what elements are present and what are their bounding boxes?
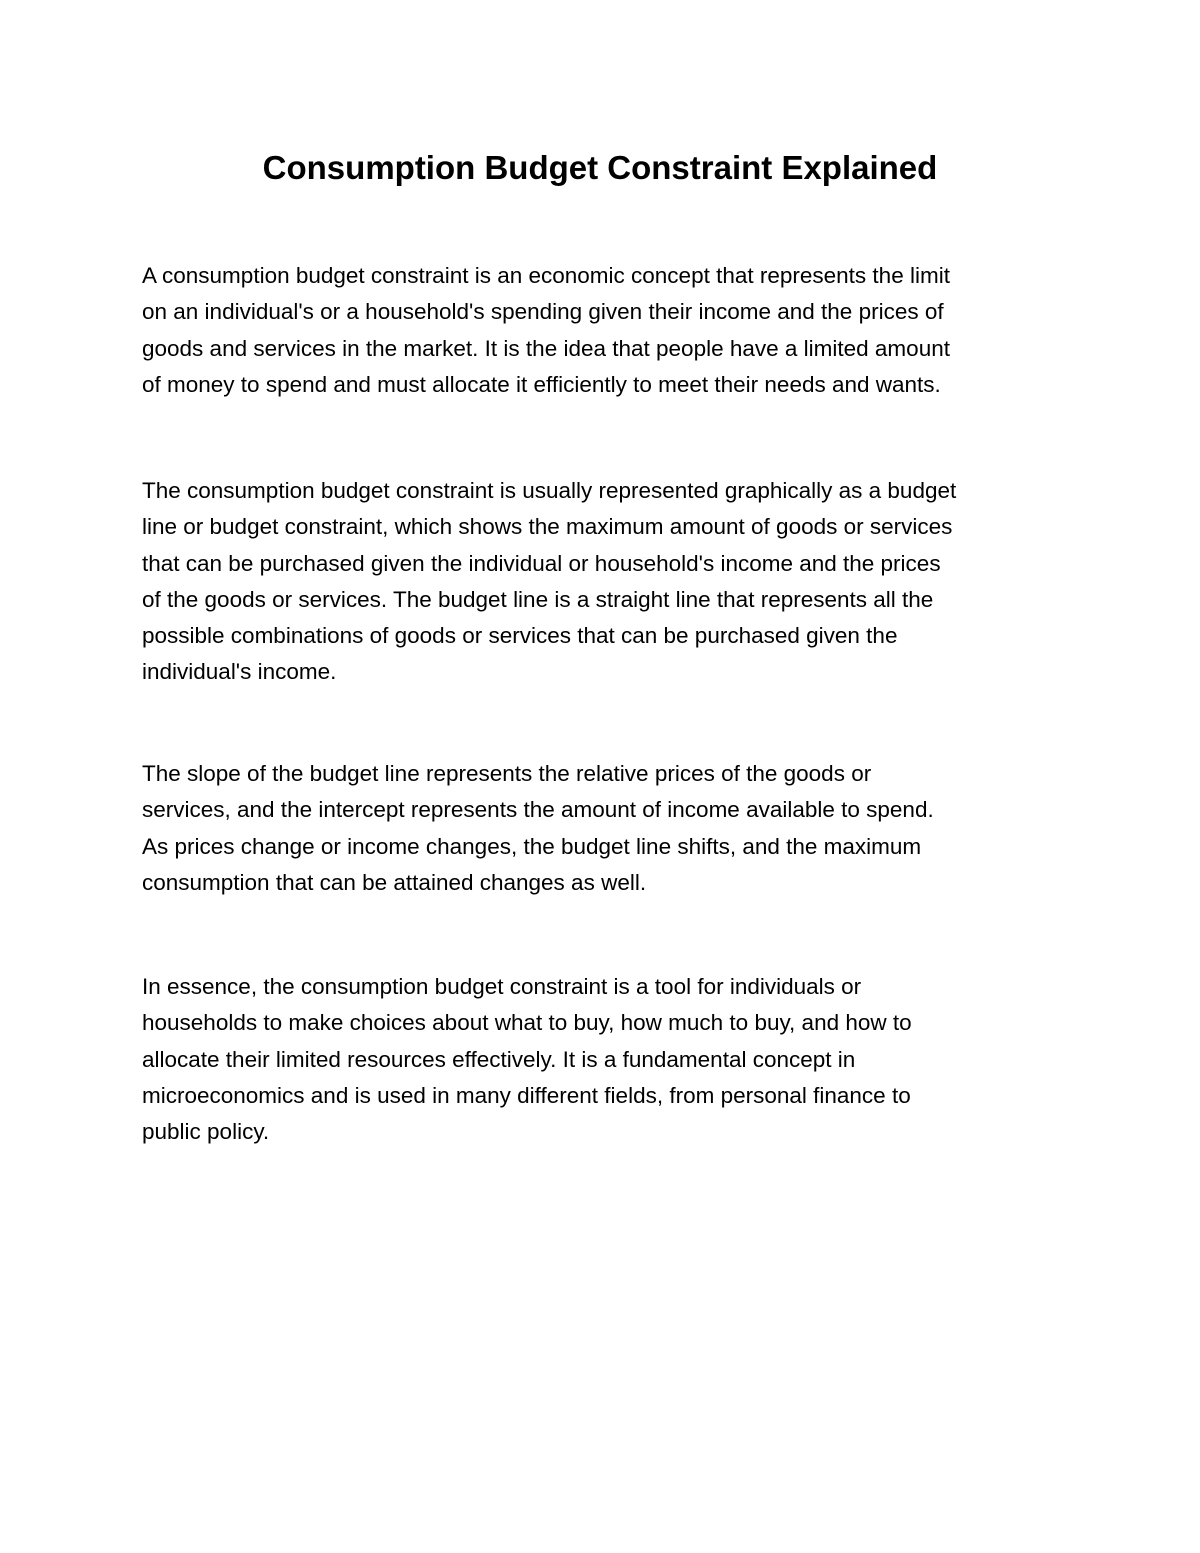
paragraph-line: consumption that can be attained changes as well. [142,869,647,895]
paragraph-line: line or budget constraint, which shows the maximum amount of goods or services [142,514,953,540]
paragraph-budget-line [142,473,1072,691]
paragraph-line: The consumption budget constraint is usually represented graphically as a budget [142,478,957,503]
paragraph-line: that can be purchased given the individual or household's income and the prices [142,550,941,576]
paragraph-line: The slope of the budget line represents the relative prices of the goods or [142,761,872,786]
paragraph-line: As prices change or income changes, the budget line shifts, and the maximum [142,833,922,859]
document-title: Consumption Budget Constraint Explained [262,149,938,186]
paragraph-slope [142,756,1072,901]
paragraph-definition [142,258,1072,403]
paragraph-line: on an individual's or a household's spending given their income and the prices of [142,299,944,325]
paragraph-line: goods and services in the market. It is the idea that people have a limited amount [142,335,950,361]
paragraph-line: microeconomics and is used in many different fields, from personal finance to [142,1082,911,1108]
paragraph-line: In essence, the consumption budget constraint is a tool for individuals or [142,974,862,999]
paragraph-line: households to make choices about what to buy, how much to buy, and how to [142,1010,912,1036]
paragraph-line: services, and the intercept represents the amount of income available to spend. [142,797,934,823]
paragraph-line: allocate their limited resources effectively. It is a fundamental concept in [142,1046,856,1072]
paragraph-line: A consumption budget constraint is an economic concept that represents the limit [142,263,950,288]
paragraph-line: of the goods or services. The budget line is a straight line that represents all the [142,586,934,612]
paragraph-line: individual's income. [142,659,337,685]
paragraph-line: public policy. [142,1119,270,1145]
paragraph-line: of money to spend and must allocate it efficiently to meet their needs and wants. [142,371,941,397]
paragraph-line: possible combinations of goods or services that can be purchased given the [142,623,898,649]
paragraph-essence [142,969,1072,1150]
